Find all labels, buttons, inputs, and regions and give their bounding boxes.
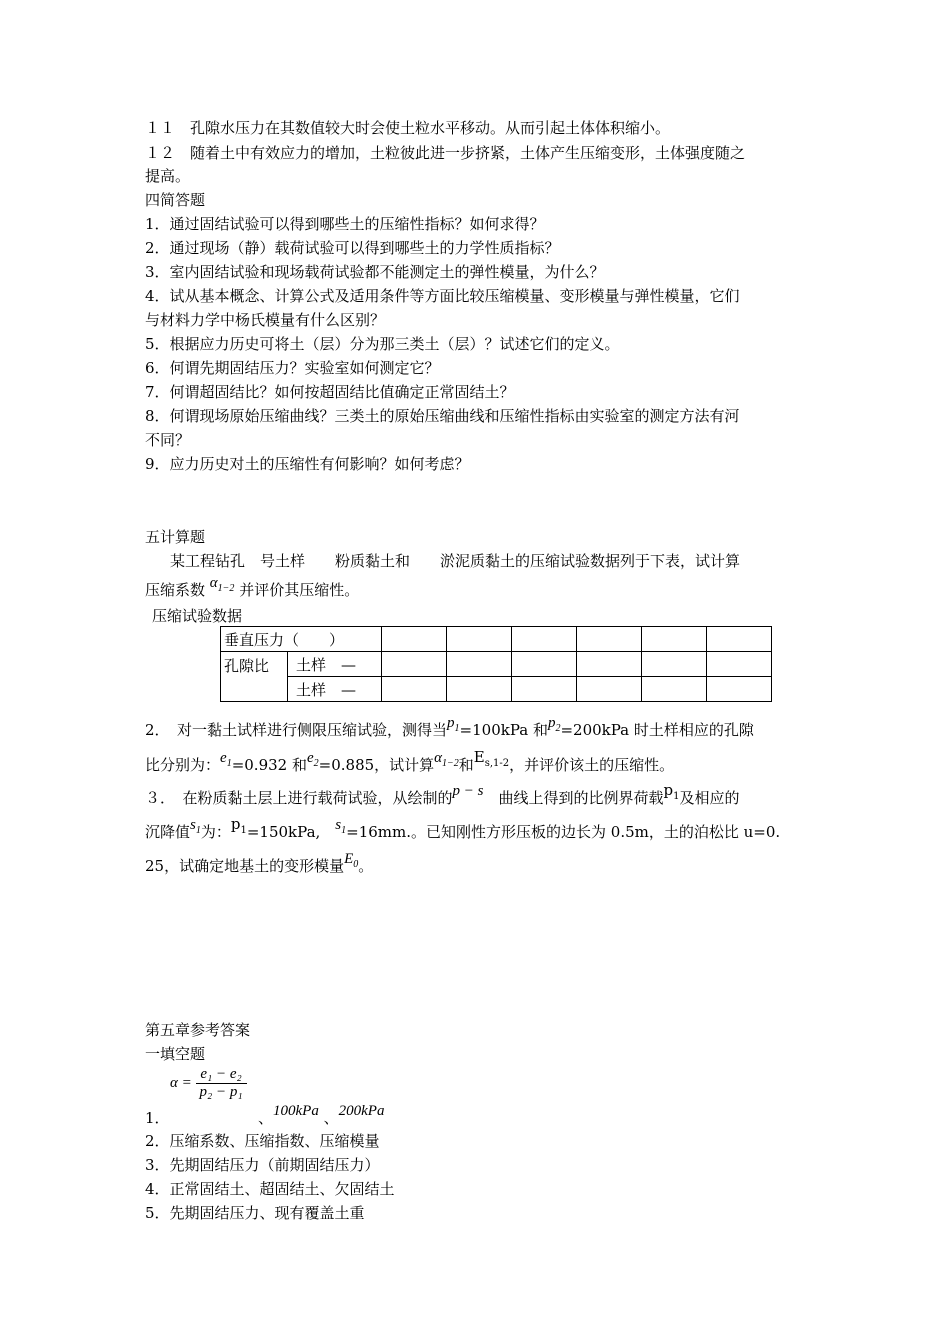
compression-test-table xyxy=(220,626,772,702)
judge-item-12-cont: 提高。 xyxy=(145,167,191,185)
short-answer-4-cont: 与材料力学中杨氏模量有什么区别？ xyxy=(145,311,386,329)
table-cell xyxy=(707,627,772,652)
ps-symbol: p − s xyxy=(452,783,484,799)
calc3-text-c: 及相应的 xyxy=(679,789,740,807)
answers-title: 第五章参考答案 xyxy=(145,1021,251,1039)
table-cell xyxy=(642,627,707,652)
es-symbol: $E_{s,1-2}$ xyxy=(473,748,510,769)
p1-symbol: $p_1$ xyxy=(663,781,680,802)
judge-item-12: １２ 随着土中有效应力的增加，土粒彼此进一步挤紧，土体产生压缩变形，土体强度随之 xyxy=(145,144,746,162)
short-answer-4: 4．试从基本概念、计算公式及适用条件等方面比较压缩模量、变形模量与弹性模量，它们 xyxy=(145,287,740,305)
calc1-line2-post: 并评价其压缩性。 xyxy=(239,581,360,599)
calc2-text-a: 2． 对一黏土试样进行侧限压缩试验，测得当 xyxy=(145,721,448,739)
calc3-text-e: 为： xyxy=(200,823,231,841)
alpha-symbol: $\alpha_{1-2}$ xyxy=(434,750,459,769)
table-cell xyxy=(512,627,577,652)
calc2-text-b: =100kPa 和 xyxy=(459,721,548,739)
e2-symbol: $e_2$ xyxy=(306,750,319,769)
value-100kpa: 100kPa xyxy=(273,1103,319,1119)
void-ratio-label-cell: 孔隙比 xyxy=(221,652,288,702)
calc2-line1 xyxy=(145,715,754,747)
alpha-formula xyxy=(170,1066,247,1101)
table-cell xyxy=(577,627,642,652)
p2-symbol: $p_2$ xyxy=(547,715,561,734)
table-cell xyxy=(577,652,642,677)
e1-symbol: $e_1$ xyxy=(220,750,232,769)
formula-fraction xyxy=(196,1066,247,1101)
table-cell xyxy=(447,627,512,652)
calc1-line2-pre: 压缩系数 xyxy=(145,581,206,599)
formula-numerator: e₁ − e₂ xyxy=(196,1066,247,1084)
table-cell xyxy=(512,652,577,677)
calc2-text-e: =0.932 和 xyxy=(231,756,307,774)
table-row xyxy=(221,677,772,702)
e0-symbol: $E_0$ xyxy=(344,851,359,870)
alpha-symbol: $\alpha_{1-2}$ xyxy=(209,575,235,594)
fill-answer-4: 4．正常固结土、超固结土、欠固结土 xyxy=(145,1180,395,1198)
formula-denominator: p₂ − p₁ xyxy=(199,1084,243,1100)
table-row xyxy=(221,652,772,677)
calc2-text-g: 和 xyxy=(458,756,474,774)
p1-symbol: $p_1$ xyxy=(230,815,247,836)
calc2-text-f: =0.885，试计算 xyxy=(318,756,435,774)
calc3-text-b: 曲线上得到的比例界荷载 xyxy=(498,789,664,807)
calc1-line1: 某工程钻孔 号土样 粉质黏土和 淤泥质黏土的压缩试验数据列于下表，试计算 xyxy=(170,552,741,570)
table-cell xyxy=(707,652,772,677)
separator: 、 xyxy=(258,1109,274,1127)
separator: 、 xyxy=(323,1109,339,1127)
table-cell xyxy=(382,652,447,677)
calc1-line2 xyxy=(145,575,360,607)
calc3-text-f: =150kPa, xyxy=(246,823,321,841)
short-answer-3: 3．室内固结试验和现场载荷试验都不能测定土的弹性模量，为什么？ xyxy=(145,263,605,281)
short-answer-8: 8．何谓现场原始压缩曲线？三类土的原始压缩曲线和压缩性指标由实验室的测定方法有河 xyxy=(145,407,740,425)
table-title: 压缩试验数据 xyxy=(152,607,243,625)
fill-answer-1-values xyxy=(258,1100,385,1127)
calc3-text-i: 。 xyxy=(358,857,374,875)
table-cell xyxy=(707,677,772,702)
calc2-text-h: ，并评价该土的压缩性。 xyxy=(509,756,675,774)
value-200kpa: 200kPa xyxy=(338,1103,385,1119)
calc3-line3 xyxy=(145,851,374,883)
calc3-text-g: =16mm.。已知刚性方形压板的边长为 0.5m，土的泊松比 u=0. xyxy=(346,823,781,841)
pressure-label-cell: 垂直压力（ ） xyxy=(221,627,382,652)
calc3-line2 xyxy=(145,815,781,849)
fill-answer-1-num: 1． xyxy=(145,1109,170,1127)
short-answer-6: 6．何谓先期固结压力？实验室如何测定它？ xyxy=(145,359,440,377)
short-answer-9: 9．应力历史对土的压缩性有何影响？如何考虑？ xyxy=(145,455,470,473)
short-answer-2: 2．通过现场（静）载荷试验可以得到哪些土的力学性质指标？ xyxy=(145,239,560,257)
calc2-line2 xyxy=(145,748,675,782)
p1-symbol: $p_1$ xyxy=(447,715,460,734)
fill-answer-3: 3．先期固结压力（前期固结压力） xyxy=(145,1156,380,1174)
fill-answer-2: 2．压缩系数、压缩指数、压缩模量 xyxy=(145,1132,380,1150)
calc2-text-c: =200kPa 时土样相应的孔隙 xyxy=(560,721,754,739)
table-cell xyxy=(642,677,707,702)
section-title-calculation: 五计算题 xyxy=(145,528,206,546)
calc3-text-h: 25，试确定地基土的变形模量 xyxy=(145,857,345,875)
table-cell xyxy=(512,677,577,702)
calc3-text-d: 沉降值 xyxy=(145,823,191,841)
calc3-text-a: ３． 在粉质黏土层上进行载荷试验，从绘制的 xyxy=(145,789,453,807)
judge-item-11: １１ 孔隙水压力在其数值较大时会使土粒水平移动。从而引起土体体积缩小。 xyxy=(145,119,671,137)
table-cell xyxy=(642,652,707,677)
short-answer-1: 1．通过固结试验可以得到哪些土的压缩性指标？如何求得？ xyxy=(145,215,545,233)
fill-blank-title: 一填空题 xyxy=(145,1045,206,1063)
short-answer-8-cont: 不同？ xyxy=(145,431,191,449)
table-cell xyxy=(382,677,447,702)
section-title-short-answer: 四简答题 xyxy=(145,191,206,209)
fill-answer-5: 5．先期固结压力、现有覆盖土重 xyxy=(145,1204,365,1222)
sample-b-label-cell: 土样 — xyxy=(288,677,382,702)
table-cell xyxy=(382,627,447,652)
sample-a-label-cell: 土样 — xyxy=(288,652,382,677)
calc3-line1 xyxy=(145,781,740,815)
short-answer-7: 7．何谓超固结比？如何按超固结比值确定正常固结土？ xyxy=(145,383,515,401)
s1-symbol: $s_1$ xyxy=(190,817,201,836)
fill-answer-1 xyxy=(145,1108,170,1128)
table-cell xyxy=(447,677,512,702)
table-row xyxy=(221,627,772,652)
table-cell xyxy=(577,677,642,702)
table-cell xyxy=(447,652,512,677)
formula-alpha: α = xyxy=(170,1074,192,1091)
short-answer-5: 5．根据应力历史可将土（层）分为那三类土（层）？试述它们的定义。 xyxy=(145,335,620,353)
s1-symbol: $s_1$ xyxy=(335,817,347,836)
calc2-text-d: 比分别为： xyxy=(145,756,221,774)
